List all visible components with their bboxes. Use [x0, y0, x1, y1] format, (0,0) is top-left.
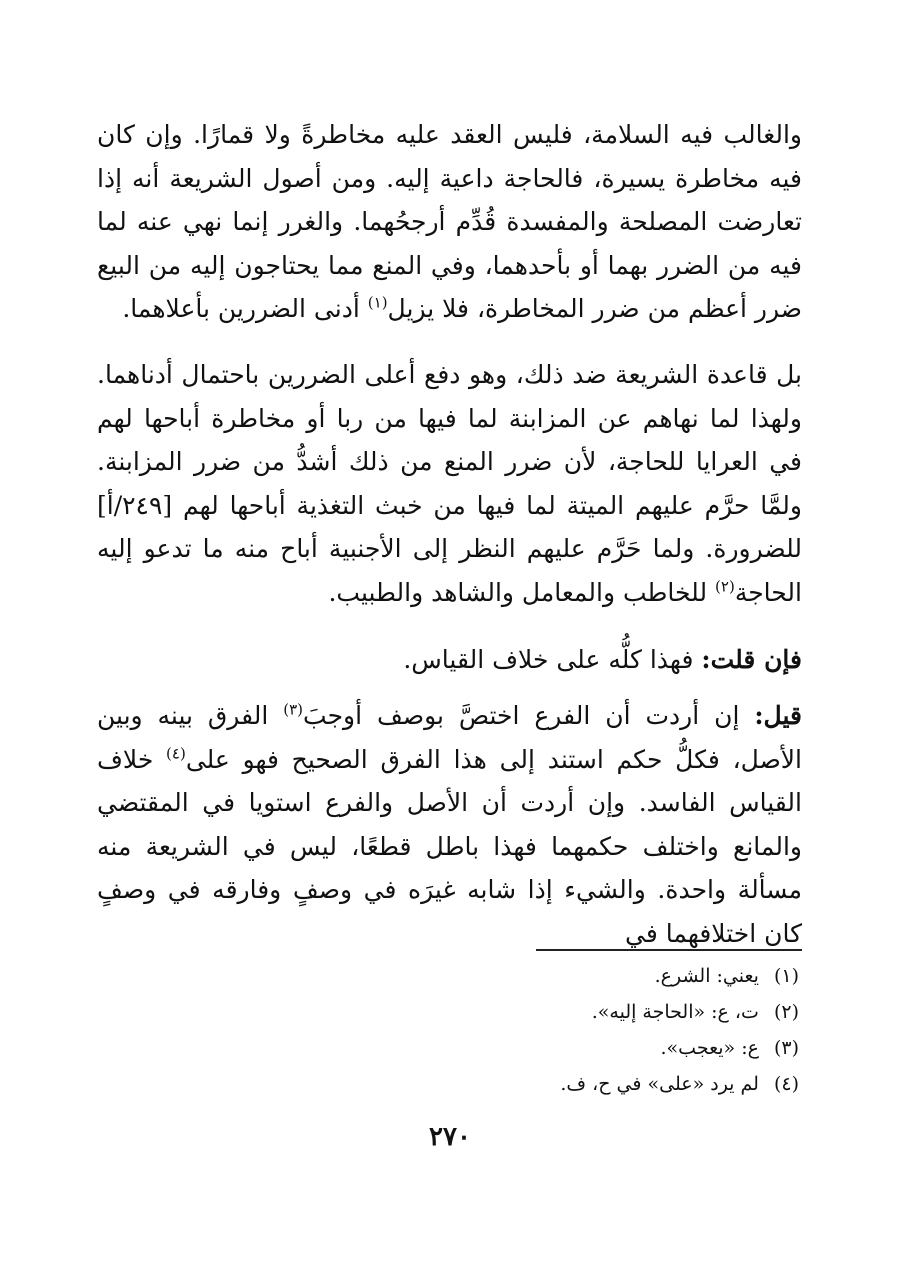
footnote-ref-4[interactable]: (٤): [166, 744, 186, 763]
footnotes: [299, 958, 799, 1102]
footnote-1-number: (١): [773, 965, 799, 987]
footnote-1: [299, 958, 799, 994]
paragraph-1-text-b: أدنى الضررين بأعلاهما.: [122, 294, 360, 323]
paragraph-2-text-b: للخاطب والمعامل والشاهد والطبيب.: [328, 577, 708, 607]
footnote-3: [299, 1030, 799, 1066]
paragraph-4-text-a: إن أردت أن الفرع اختصَّ بوصف أوجبَ: [303, 701, 740, 730]
footnote-ref-3[interactable]: (٣): [283, 700, 304, 719]
footnote-3-text: ع: «يعجب».: [660, 1037, 759, 1059]
paragraph-4-text-b: الفرق بينه وبين الأصل، فكلُّ حكم استند إلى هذا الفرق الصحيح فهو على: [97, 701, 802, 774]
footnote-3-number: (٣): [773, 1037, 799, 1059]
footnote-1-text: يعني: الشرع.: [654, 965, 759, 987]
page-number: ٢٧٠: [429, 1122, 471, 1152]
paragraph-4-lead: قيل:: [754, 701, 802, 730]
paragraph-3-lead: فإن قلت:: [701, 645, 802, 674]
paragraph-3-text: فهذا كلُّه على خلاف القياس.: [403, 645, 694, 674]
footnote-2-number: (٢): [773, 1001, 799, 1023]
paragraph-1-text-a: والغالب فيه السلامة، فليس العقد عليه مخاطرةً ولا قمارًا. وإن كان فيه مخاطرة يسيرة، فالحاجة داعية إليه. ومن أصول الشريعة أنه إذا تعارضت المصلحة والمفسدة قُدِّم أرجحُهما. والغرر إنما نهي عنه لما فيه من الضرر بهما أو بأحدهما، وفي المنع مما يحتاجون إليه من البيع ضرر أعظم من ضرر المخاطرة، فلا يزيل: [97, 120, 802, 323]
footnote-4-text: لم يرد «على» في ح، ف.: [560, 1073, 759, 1095]
footnote-separator: [536, 949, 802, 951]
paragraph-2: [97, 353, 802, 614]
footnote-2: [299, 994, 799, 1030]
footnote-4: [299, 1066, 799, 1102]
footnote-2-text: ت، ع: «الحاجة إليه».: [591, 1001, 759, 1023]
footnote-ref-1[interactable]: (١): [367, 293, 388, 312]
paragraph-2-text-a: بل قاعدة الشريعة ضد ذلك، وهو دفع أعلى الضررين باحتمال أدناهما. ولهذا لما نهاهم عن المزابنة لما فيها من ربا أو مخاطرة أباحها لهم في العرايا للحاجة، لأن ضرر المنع من ذلك أشدُّ من ضرر المزابنة. ولمَّا حرَّم عليهم الميتة لما فيها من خبث التغذية أباحها لهم [٢٤٩/أ] للضرورة. ولما حَرَّم عليهم النظر إلى الأجنبية أباح منه ما تدعو إليه الحاجة: [97, 360, 802, 607]
paragraph-4-text-c: خلاف القياس الفاسد. وإن أردت أن الأصل والفرع استويا في المقتضي والمانع واختلف حكمهما فهذا باطل قطعًا، ليس في الشريعة منه مسألة واحدة. والشيء إذا شابه غيرَه في وصفٍ وفارقه في وصفٍ كان اختلافهما في: [97, 744, 802, 948]
paragraph-4: [97, 694, 802, 955]
paragraph-3: [97, 638, 802, 682]
footnote-ref-2[interactable]: (٢): [715, 577, 735, 596]
paragraph-1: [97, 113, 802, 331]
footnote-4-number: (٤): [773, 1073, 799, 1095]
